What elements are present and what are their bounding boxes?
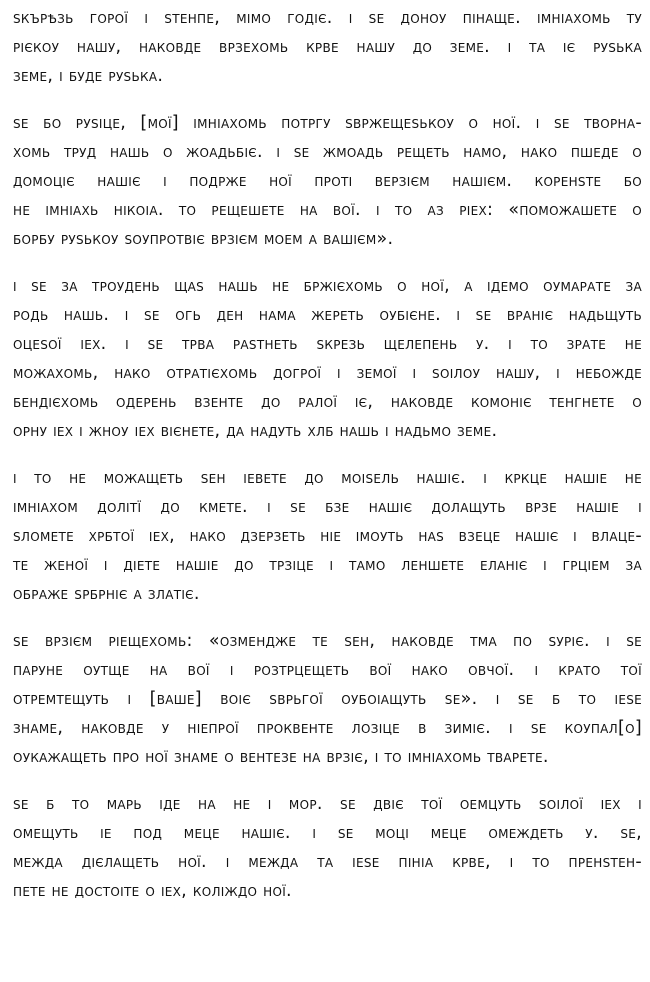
- text-line: оукажащеть про ної знаме о вентезе на врзіє, і то імніахомь тварете.: [13, 747, 549, 767]
- text-line: ѕе врзієм ріещехомь: «озмендже те ѕен, наковде тма по ѕуріє. і ѕе: [13, 631, 642, 651]
- paragraph-5: [13, 627, 642, 772]
- text-line: орну іех і жноу іех вієнете, да надуть хлб нашь і надьмо земе.: [13, 421, 498, 441]
- text-line: рієкоу нашу, наковде врзехомь крве нашу до земе. і та іє руѕька: [13, 37, 642, 57]
- text-line: пете не достоіте о іех, коліждо ної.: [13, 881, 292, 901]
- text-line: оцеѕої іех. і ѕе трва раѕтнеть ѕкрезь щелепень у. і то зрате не: [13, 334, 642, 354]
- text-line: ѕе бо руѕіце, [мої] імніахомь потргу ѕвржещеѕькоу о ної. і ѕе творна-: [13, 113, 642, 133]
- text-line: родь нашь. і ѕе огь ден нама жереть оубієне. і ѕе враніє надьщуть: [13, 305, 642, 325]
- text-line: знаме, наковде у ніепрої проквенте лозіце в зиміє. і ѕе коупал[о]: [13, 718, 642, 738]
- text-line: і ѕе за троудень щаѕ нашь не бржієхомь о ної, а ідемо оумарате за: [13, 276, 642, 296]
- text-line: хомь труд нашь о жоадьбіє. і ѕе жмоадь рещеть намо, нако пшеде о: [13, 142, 642, 162]
- text-line: бендієхомь одерень взенте до ралої іє, наковде комоніє тенгнете о: [13, 392, 642, 412]
- text-line: імніахом долітї до кмете. і ѕе бзе нашіє долащуть врзе нашіе і: [13, 497, 642, 517]
- paragraph-2: [13, 109, 642, 254]
- text-line: можахомь, нако отратієхомь догрої і земої і ѕоілоу нашу, і небожде: [13, 363, 642, 383]
- paragraph-6: [13, 790, 642, 906]
- paragraph-3: [13, 272, 642, 446]
- text-line: ображе ѕрбрніє а златіє.: [13, 584, 200, 604]
- text-line: ѕкърѣзь горої і ѕтенпе, мімо годіє. і ѕе доноу пінаще. імніахомь ту: [13, 8, 642, 28]
- text-line: ѕломете хрбтої іех, нако дзерзеть ніе імоуть наѕ взеце нашіє і влаце-: [13, 526, 642, 546]
- text-line: омещуть іе под меце нашіє. і ѕе моці меце омеждеть у. ѕе,: [13, 823, 642, 843]
- text-line: межда дієлащеть ної. і межда та іеѕе пініа крве, і то пренѕтен-: [13, 852, 642, 872]
- text-line: земе, і буде руѕька.: [13, 66, 164, 86]
- text-line: домоціє нашіє і подрже ної проті верзієм нашієм. коренѕте бо: [13, 171, 642, 191]
- text-line: і то не можащеть ѕен іевете до моіѕель нашіє. і кркце нашіе не: [13, 468, 642, 488]
- text-line: паруне оутще на вої і розтрцещеть вої нако овчої. і крато тої: [13, 660, 642, 680]
- paragraph-1: [13, 4, 642, 91]
- text-line: ѕе б то марь іде на не і мор. ѕе двіє тої оемцуть ѕоілої іех і: [13, 794, 642, 814]
- paragraph-4: [13, 464, 642, 609]
- text-line: не імніахь нікоіа. то рещешете на вої. і то аз ріех: «поможашете о: [13, 200, 642, 220]
- text-line: те женої і діете нашіе до трзіце і тамо леншете еланіє і грціем за: [13, 555, 642, 575]
- text-line: отремтещуть і [ваше] воіє ѕврьгої оубоіащуть ѕе». і ѕе б то іеѕе: [13, 689, 642, 709]
- text-line: борбу руѕькоу ѕоупротвіє врзієм моем а вашієм».: [13, 229, 394, 249]
